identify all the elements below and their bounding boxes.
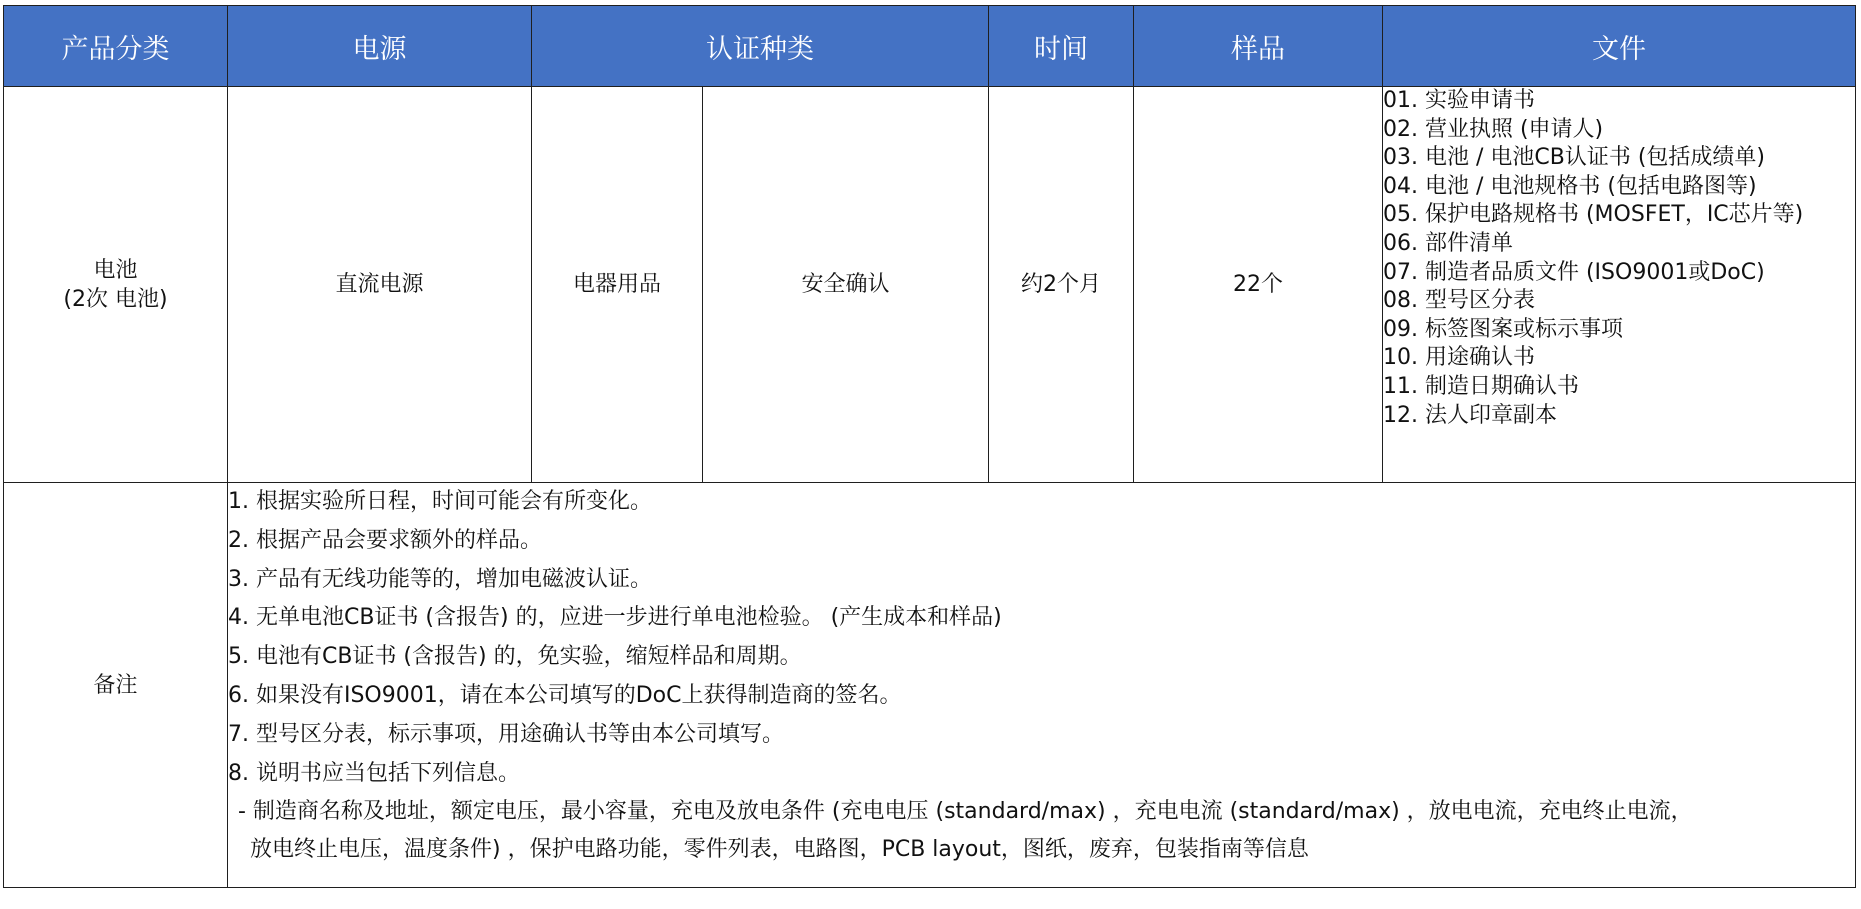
notes-cell xyxy=(228,483,1856,888)
file-list-item: 02. 营业执照 (申请人) xyxy=(1383,116,1604,142)
header-samples: 样品 xyxy=(1134,6,1383,87)
file-list-item: 12. 法人印章副本 xyxy=(1383,402,1557,428)
certification-table xyxy=(3,5,1856,888)
notes-row xyxy=(4,483,1856,888)
file-list-item: 04. 电池 / 电池规格书 (包括电路图等) xyxy=(1383,173,1757,199)
file-list-item: 05. 保护电路规格书 (MOSFET，IC芯片等) xyxy=(1383,202,1804,228)
header-category: 产品分类 xyxy=(4,6,228,87)
file-list-item: 08. 型号区分表 xyxy=(1383,288,1535,314)
file-list-item: 03. 电池 / 电池CB认证书 (包括成绩单) xyxy=(1383,145,1765,171)
power-cell: 直流电源 xyxy=(228,87,532,483)
note-item: 5. 电池有CB证书 (含报告) 的，免实验，缩短样品和周期。 xyxy=(228,644,802,670)
header-files: 文件 xyxy=(1383,6,1856,87)
note-item: 7. 型号区分表，标示事项，用途确认书等由本公司填写。 xyxy=(228,721,784,747)
file-list-item: 06. 部件清单 xyxy=(1383,230,1513,256)
samples-cell: 22个 xyxy=(1134,87,1383,483)
note-item: 1. 根据实验所日程，时间可能会有所变化。 xyxy=(228,489,652,514)
file-list-item: 09. 标签图案或标示事项 xyxy=(1383,316,1623,342)
note-item: 2. 根据产品会要求额外的样品。 xyxy=(228,527,542,553)
cert-name-cell: 安全确认 xyxy=(703,87,989,483)
category-name: 电池 xyxy=(93,257,138,283)
note-item: 6. 如果没有ISO9001，请在本公司填写的DoC上获得制造商的签名。 xyxy=(228,682,902,708)
file-list-item: 11. 制造日期确认书 xyxy=(1383,373,1579,399)
files-cell xyxy=(1383,87,1856,483)
header-row xyxy=(4,6,1856,87)
category-subtype: (2次 电池) xyxy=(63,286,168,312)
manual-info-line-2: 放电终止电压，温度条件) ，保护电路功能，零件列表，电路图，PCB layout，图纸，废弃，包装指南等信息 xyxy=(250,837,1309,863)
time-cell: 约2个月 xyxy=(989,87,1134,483)
note-item: 8. 说明书应当包括下列信息。 xyxy=(228,760,520,786)
header-power: 电源 xyxy=(228,6,532,87)
cert-class-cell: 电器用品 xyxy=(532,87,703,483)
file-list-item: 10. 用途确认书 xyxy=(1383,345,1535,371)
note-item: 4. 无单电池CB证书 (含报告) 的，应进一步进行单电池检验。 (产生成本和样品) xyxy=(228,605,1002,631)
file-list-item: 01. 实验申请书 xyxy=(1383,88,1535,113)
notes-label: 备注 xyxy=(4,483,228,888)
note-item: 3. 产品有无线功能等的，增加电磁波认证。 xyxy=(228,566,652,592)
header-time: 时间 xyxy=(989,6,1134,87)
file-list-item: 07. 制造者品质文件 (ISO9001或DoC) xyxy=(1383,259,1765,285)
manual-info-line-1: - 制造商名称及地址，额定电压，最小容量，充电及放电条件 (充电电压 (standard/max) ，充电电流 (standard/max) ，放电电流，充电终止电流， xyxy=(238,799,1693,825)
product-row xyxy=(4,87,1856,483)
header-cert-type: 认证种类 xyxy=(532,6,989,87)
category-cell xyxy=(4,87,228,483)
manual-info-detail xyxy=(228,793,1855,869)
